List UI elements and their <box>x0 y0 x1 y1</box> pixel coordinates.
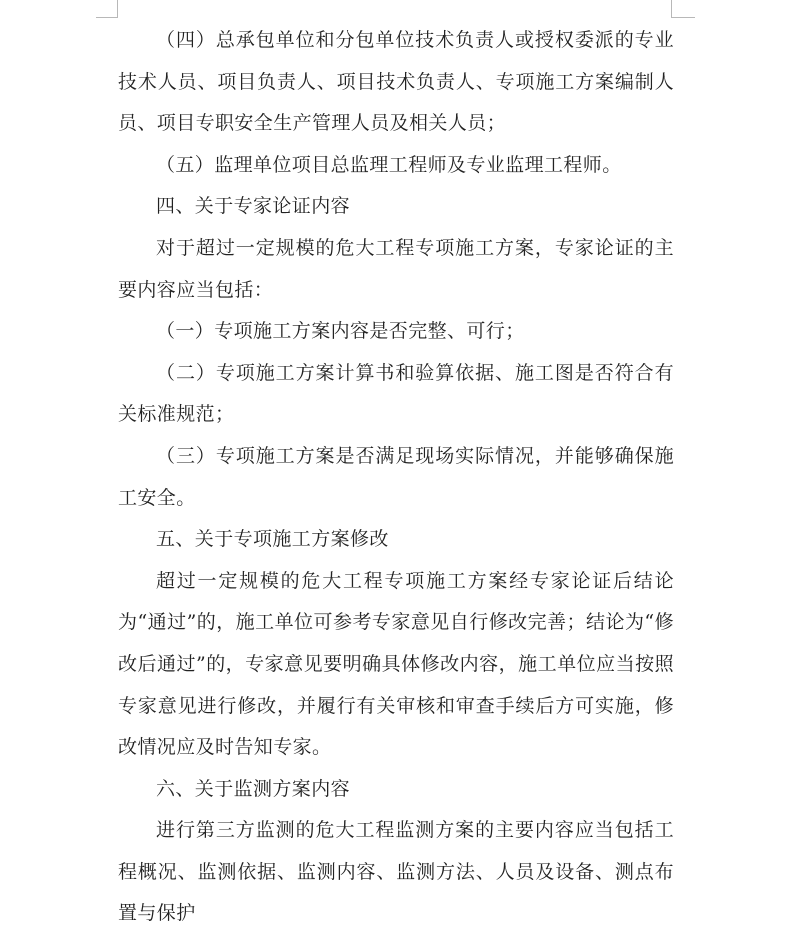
paragraph-item-4: （四）总承包单位和分包单位技术负责人或授权委派的专业技术人员、项目负责人、项目技术负责人、专项施工方案编制人员、项目专职安全生产管理人员及相关人员； <box>118 29 674 135</box>
section-heading-5: 五、关于专项施工方案修改 <box>156 528 389 551</box>
crop-mark-left-horizontal <box>96 17 118 18</box>
paragraph-monitoring: 进行第三方监测的危大工程监测方案的主要内容应当包括工程概况、监测依据、监测内容、监测方法、人员及设备、测点布置与保护 <box>118 819 674 925</box>
section-heading-4: 四、关于专家论证内容 <box>156 195 351 218</box>
paragraph-intro: 对于超过一定规模的危大工程专项施工方案，专家论证的主要内容应当包括： <box>118 236 674 301</box>
paragraph-item-3: （三）专项施工方案是否满足现场实际情况，并能够确保施工安全。 <box>118 444 674 509</box>
crop-mark-left-vertical <box>117 0 118 18</box>
section-heading-6: 六、关于监测方案内容 <box>156 777 351 800</box>
paragraph-item-1: （一）专项施工方案内容是否完整、可行； <box>156 320 525 343</box>
paragraph-item-5: （五）监理单位项目总监理工程师及专业监理工程师。 <box>156 153 622 176</box>
document-page <box>118 20 674 935</box>
crop-mark-right-horizontal <box>671 17 695 18</box>
crop-mark-right-vertical <box>671 0 672 18</box>
paragraph-modification: 超过一定规模的危大工程专项施工方案经专家论证后结论为“通过”的，施工单位可参考专家意见自行修改完善；结论为“修改后通过”的，专家意见要明确具体修改内容，施工单位应当按照专家意见进行修改，并履行有关审核和审查手续后方可实施，修改情况应及时告知专家。 <box>118 569 674 759</box>
paragraph-item-2: （二）专项施工方案计算书和验算依据、施工图是否符合有关标准规范； <box>118 361 674 426</box>
